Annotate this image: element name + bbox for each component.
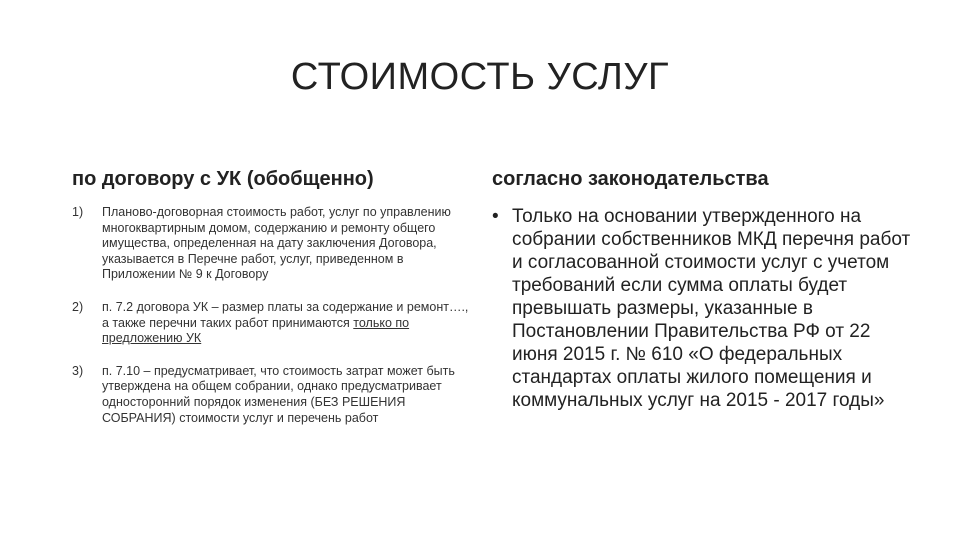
list-item-underlined-text: только по предложению УК (102, 315, 410, 346)
left-column-heading: по договору с УК (обобщенно) (72, 168, 374, 190)
list-item (72, 205, 472, 283)
bullet-item-text: Только на основании утвержденного на собрании собственников МКД перечня работ и согласованной стоимости услуг с учетом требований если сумма оплаты будет превышать размеры, указанные в Постановлении Правительства РФ от 22 июня 2015 г. № 610 «О федеральных стандартах оплаты жилого помещения и коммунальных услуг на 2015 - 2017 годы» (512, 206, 911, 411)
bullet-item (492, 205, 912, 412)
right-column-heading: согласно законодательства (492, 168, 769, 190)
list-item (72, 300, 472, 347)
list-item-number: 1) (72, 205, 84, 219)
list-item-number: 3) (72, 363, 84, 378)
list-item (72, 364, 472, 426)
list-item-text: п. 7.10 – предусматривает, что стоимость затрат может быть утверждена на общем собрании, однако предусматривает односторонний порядок изменения (БЕЗ РЕШЕНИЯ СОБРАНИЯ) стоимости услуг и перечень работ (102, 363, 455, 425)
bullet-icon: • (492, 206, 499, 227)
list-item-number: 2) (72, 299, 84, 314)
right-column (492, 168, 912, 412)
list-item-text: п. 7.2 договора УК – размер платы за содержание и ремонт…., а также перечни таких работ принимаются (102, 299, 469, 330)
slide-title: СТОИМОСТЬ УСЛУГ (290, 56, 670, 98)
contract-terms-list (72, 205, 472, 426)
list-item-text: Планово-договорная стоимость работ, услуг по управлению многоквартирным домом, содержанию и ремонту общего имущества, определенная на дату заключения Договора, указывается в Перечне работ, услуг, приведенном в Приложении № 9 к Договору (102, 205, 451, 282)
left-column (72, 168, 472, 443)
